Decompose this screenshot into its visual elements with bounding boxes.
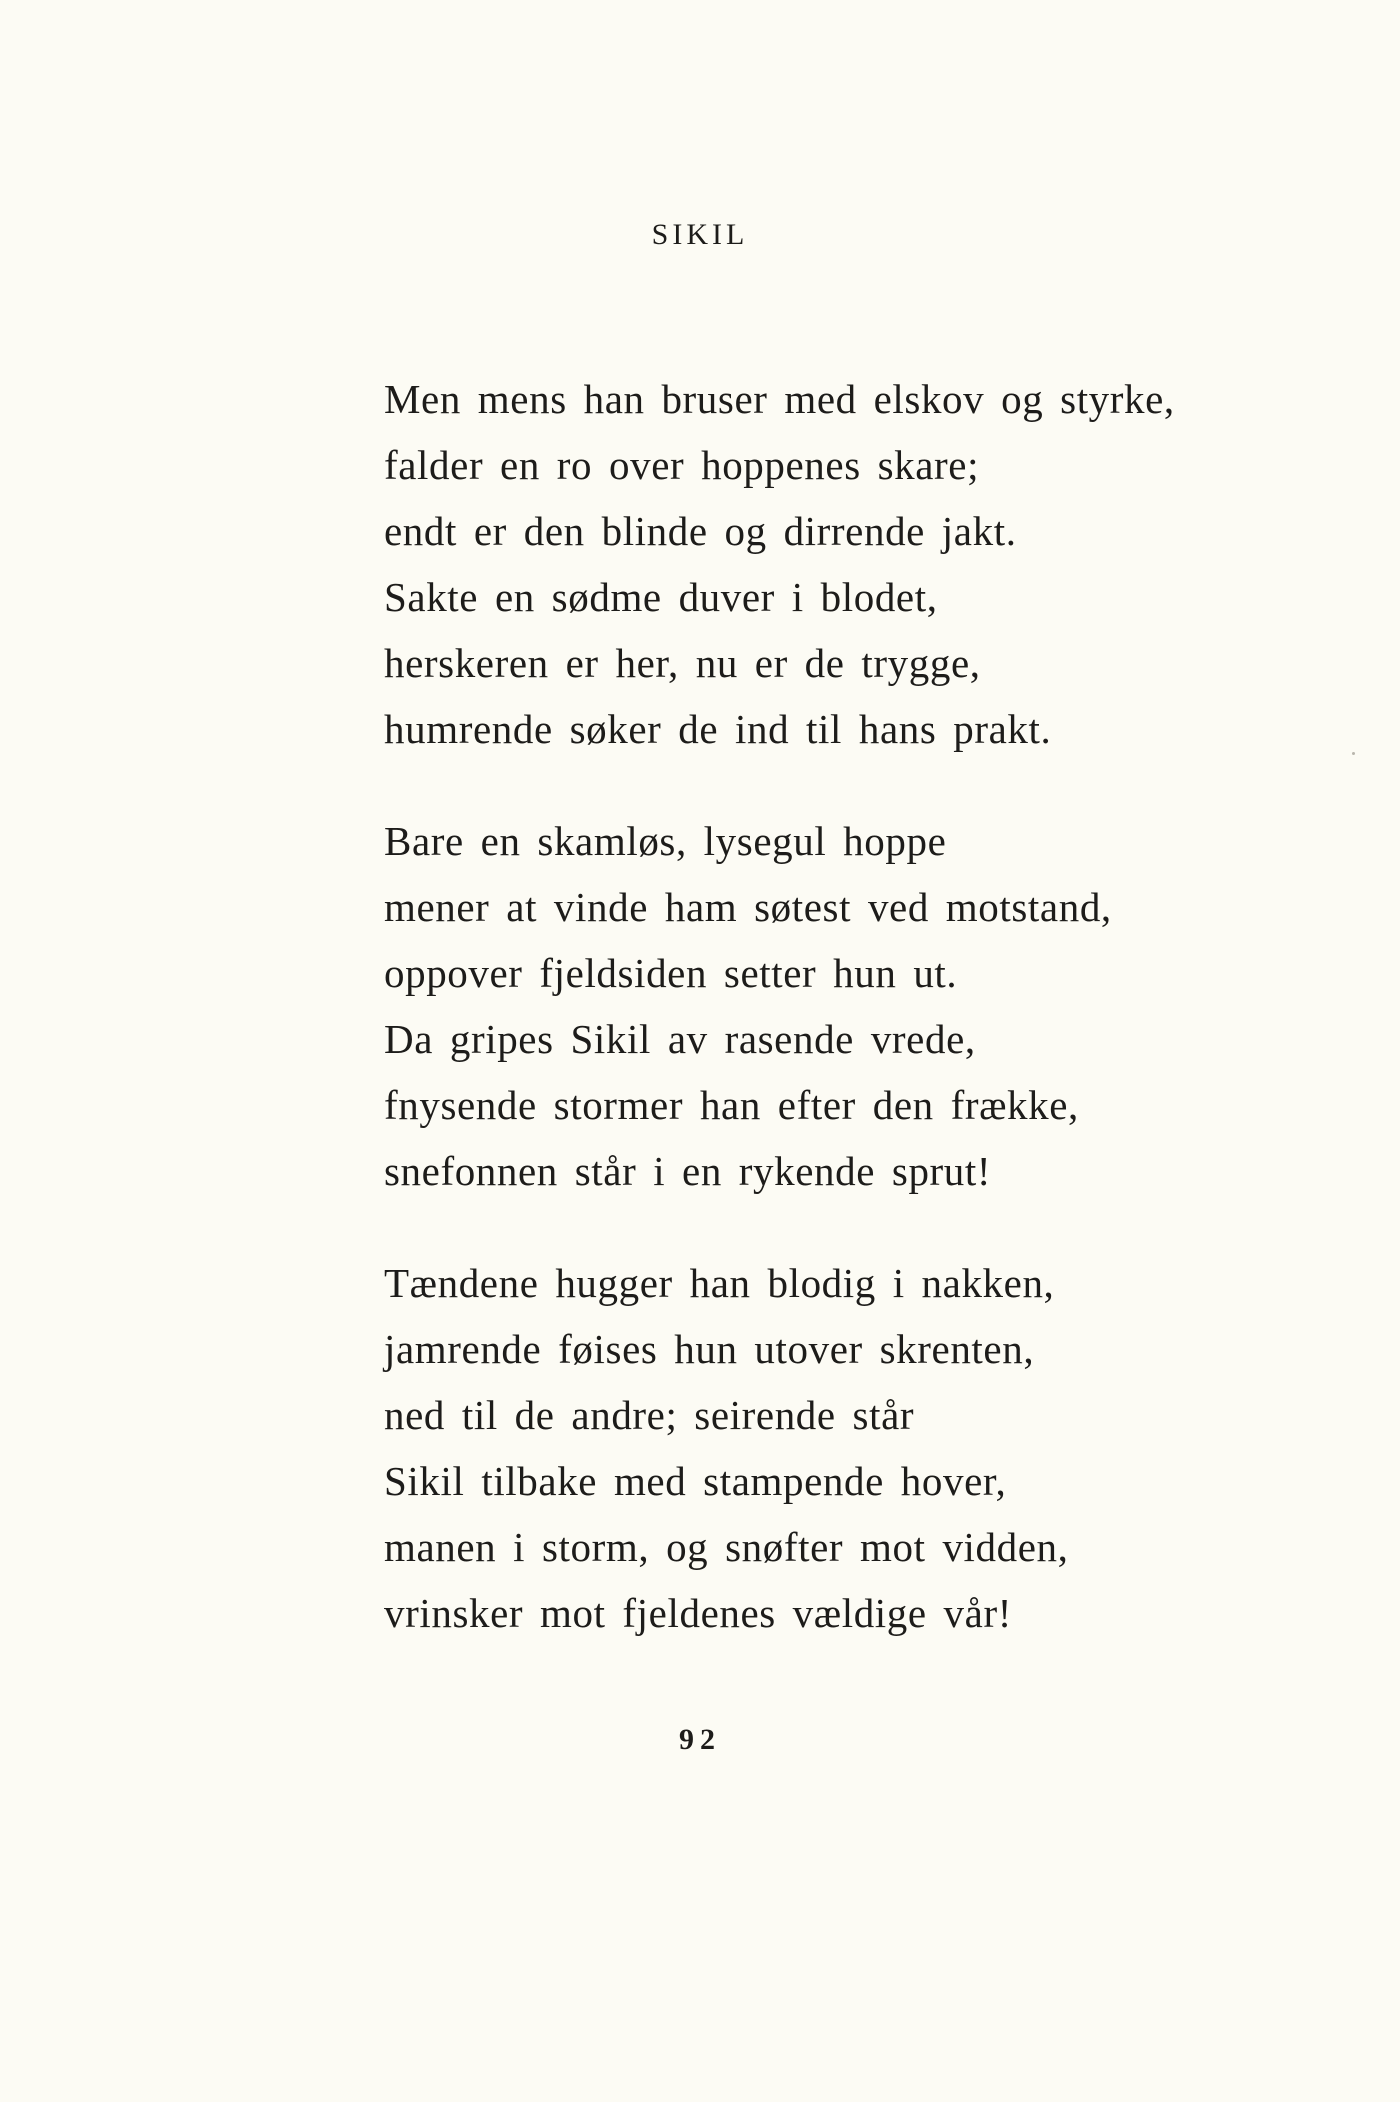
poem-line: Sikil tilbake med stampende hover, — [384, 1458, 1007, 1504]
poem-line: mener at vinde ham søtest ved motstand, — [384, 884, 1112, 930]
paper-speck — [1352, 752, 1355, 755]
poem-line: Tændene hugger han blodig i nakken, — [384, 1260, 1055, 1306]
poem-line: oppover fjeldsiden setter hun ut. — [384, 950, 958, 996]
poem-line: Bare en skamløs, lysegul hoppe — [384, 818, 947, 864]
stanza-2 — [384, 808, 1284, 1204]
poem-line: Da gripes Sikil av rasende vrede, — [384, 1016, 976, 1062]
poem-line: endt er den blinde og dirrende jakt. — [384, 508, 1017, 554]
poem-line: manen i storm, og snøfter mot vidden, — [384, 1524, 1069, 1570]
page-number: 92 — [679, 1723, 721, 1756]
poem-line: Men mens han bruser med elskov og styrke, — [384, 376, 1175, 422]
poem-line: Sakte en sødme duver i blodet, — [384, 574, 938, 620]
poem — [384, 366, 1284, 1646]
poem-line: herskeren er her, nu er de trygge, — [384, 640, 981, 686]
poem-line: jamrende føises hun utover skrenten, — [384, 1326, 1035, 1372]
running-title: SIKIL — [651, 218, 749, 251]
poem-line: ned til de andre; seirende står — [384, 1392, 915, 1438]
poem-line: snefonnen står i en rykende sprut! — [384, 1148, 992, 1194]
stanza-3 — [384, 1250, 1284, 1646]
poem-line: vrinsker mot fjeldenes vældige vår! — [384, 1590, 1012, 1636]
stanza-1 — [384, 366, 1284, 762]
poem-line: humrende søker de ind til hans prakt. — [384, 706, 1052, 752]
poem-line: falder en ro over hoppenes skare; — [384, 442, 980, 488]
poem-line: fnysende stormer han efter den frække, — [384, 1082, 1079, 1128]
